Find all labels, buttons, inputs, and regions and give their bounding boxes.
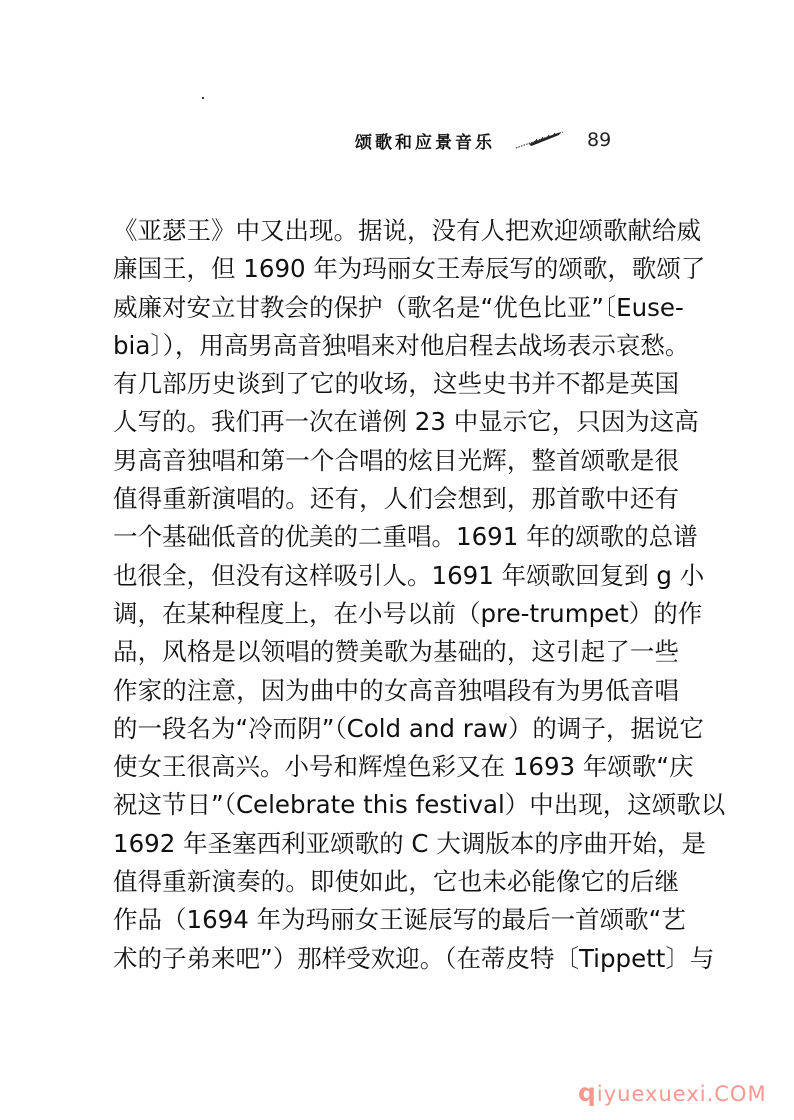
site-watermark <box>578 1078 767 1107</box>
watermark-logo-letter: q <box>578 1078 597 1107</box>
text-line: 值得重新演奏的。即使如此，它也未必能像它的后继 <box>113 867 679 897</box>
text-line: bia〕），用高男高音独唱来对他启程去战场表示哀愁。 <box>113 330 690 360</box>
scan-speck <box>202 97 204 99</box>
text-line: 廉国王，但 1690 年为玛丽女王寿辰写的颂歌，歌颂了 <box>113 254 706 284</box>
text-line: 1692 年圣塞西利亚颂歌的 C 大调版本的序曲开始，是 <box>113 828 706 858</box>
text-line: 作品（1694 年为玛丽女王诞辰写的最后一首颂歌“艺 <box>113 905 686 935</box>
text-line: 威廉对安立甘教会的保护（歌名是“优色比亚”〔Euse- <box>113 292 684 322</box>
page-number: 89 <box>587 129 612 151</box>
text-line: 男高音独唱和第一个合唱的炫目光辉，整首颂歌是很 <box>113 445 679 475</box>
text-line: 品，风格是以领唱的赞美歌为基础的，这引起了一些 <box>113 637 679 667</box>
watermark-text: iyuexuexi.COM <box>596 1082 767 1106</box>
running-head <box>355 126 611 154</box>
feather-ornament-icon <box>515 129 565 151</box>
text-line: 《亚瑟王》中又出现。据说，没有人把欢迎颂歌献给威 <box>113 216 701 245</box>
chapter-title: 颂歌和应景音乐 <box>355 132 495 153</box>
text-line: 有几部历史谈到了它的收场，这些史书并不都是英国 <box>113 369 679 399</box>
text-line: 调，在某种程度上，在小号以前（pre-trumpet）的作 <box>113 598 703 628</box>
text-line: 也很全，但没有这样吸引人。1691 年颂歌回复到 g 小 <box>113 560 705 590</box>
text-line: 作家的注意，因为曲中的女高音独唱段有为男低音唱 <box>113 675 679 705</box>
text-line: 使女王很高兴。小号和辉煌色彩又在 1693 年颂歌“庆 <box>113 752 694 782</box>
text-line: 值得重新演唱的。还有，人们会想到，那首歌中还有 <box>113 484 679 514</box>
text-line: 术的子弟来吧”）那样受欢迎。（在蒂皮特〔Tippett〕与 <box>113 943 715 973</box>
text-line: 人写的。我们再一次在谱例 23 中显示它，只因为这高 <box>113 407 699 437</box>
body-text <box>113 212 726 978</box>
text-line: 的一段名为“冷而阴”（Cold and raw）的调子，据说它 <box>113 713 704 743</box>
text-line: 祝这节日”（Celebrate this festival）中出现，这颂歌以 <box>113 790 726 820</box>
text-line: 一个基础低音的优美的二重唱。1691 年的颂歌的总谱 <box>113 522 698 552</box>
